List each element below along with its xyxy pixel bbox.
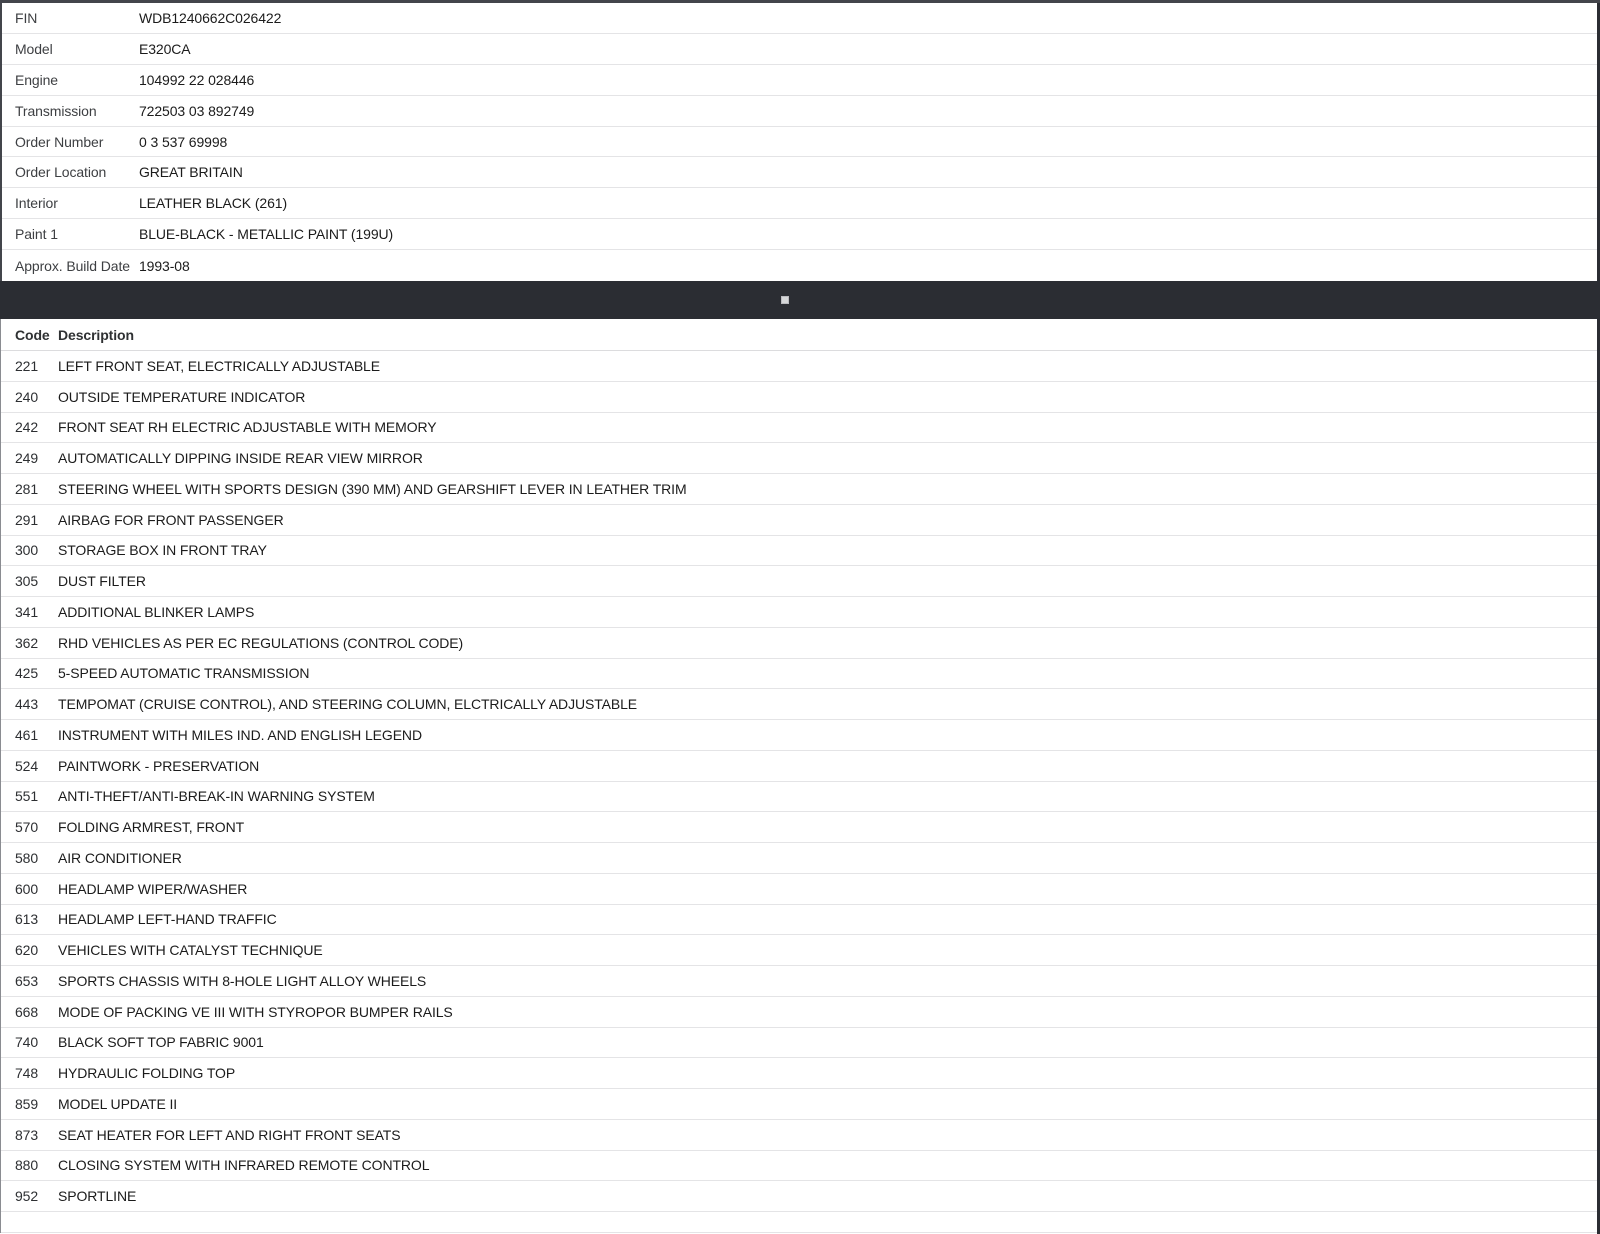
option-description: STEERING WHEEL WITH SPORTS DESIGN (390 MM) AND GEARSHIFT LEVER IN LEATHER TRIM: [58, 480, 687, 497]
option-code-row: [1, 751, 1600, 782]
option-description: STORAGE BOX IN FRONT TRAY: [58, 542, 267, 559]
option-description: PAINTWORK - PRESERVATION: [58, 757, 260, 774]
option-description: ANTI-THEFT/ANTI-BREAK-IN WARNING SYSTEM: [58, 788, 375, 805]
option-description: AIR CONDITIONER: [58, 849, 182, 866]
vehicle-info-value: 722503 03 892749: [139, 102, 255, 119]
description-column-header: Description: [58, 326, 134, 343]
option-code-row: [1, 1089, 1600, 1120]
vehicle-info-row: [2, 188, 1600, 219]
option-code-row: [1, 597, 1600, 628]
option-description: AIRBAG FOR FRONT PASSENGER: [58, 511, 284, 528]
option-code: 880: [15, 1157, 39, 1174]
option-description: LEFT FRONT SEAT, ELECTRICALLY ADJUSTABLE: [58, 357, 380, 374]
vehicle-info-label: Paint 1: [15, 226, 58, 243]
vehicle-info-row: [2, 127, 1600, 158]
option-code-row: [1, 966, 1600, 997]
option-code: 240: [15, 388, 39, 405]
option-codes-header-row: [1, 319, 1600, 351]
option-description: RHD VEHICLES AS PER EC REGULATIONS (CONTROL CODE): [58, 634, 464, 651]
option-code-row: [1, 843, 1600, 874]
option-code: 600: [15, 880, 39, 897]
option-description: HYDRAULIC FOLDING TOP: [58, 1065, 236, 1082]
option-code-row: [1, 874, 1600, 905]
option-code: 242: [15, 419, 39, 436]
vehicle-info-row: [2, 34, 1600, 65]
option-code: 740: [15, 1034, 39, 1051]
option-description: SPORTS CHASSIS WITH 8-HOLE LIGHT ALLOY WHEELS: [58, 972, 427, 989]
vehicle-info-row: [2, 3, 1600, 34]
vehicle-info-table: [0, 3, 1600, 281]
option-code: 305: [15, 573, 39, 590]
option-description: SEAT HEATER FOR LEFT AND RIGHT FRONT SEATS: [58, 1126, 401, 1143]
vehicle-info-value: BLUE-BLACK - METALLIC PAINT (199U): [139, 226, 394, 243]
option-code-row: [1, 689, 1600, 720]
option-description: AUTOMATICALLY DIPPING INSIDE REAR VIEW MIRROR: [58, 450, 423, 467]
option-code-row: [1, 935, 1600, 966]
option-code-row: [1, 443, 1600, 474]
option-code-row: [1, 536, 1600, 567]
option-description: CLOSING SYSTEM WITH INFRARED REMOTE CONTROL: [58, 1157, 430, 1174]
option-description: ADDITIONAL BLINKER LAMPS: [58, 603, 255, 620]
vehicle-info-label: FIN: [15, 9, 38, 26]
option-code-row: [1, 659, 1600, 690]
option-code: 668: [15, 1003, 39, 1020]
vehicle-info-label: Order Number: [15, 133, 104, 150]
option-code: 653: [15, 972, 39, 989]
vehicle-info-value: WDB1240662C026422: [139, 9, 282, 26]
vehicle-info-row: [2, 96, 1600, 127]
option-description: VEHICLES WITH CATALYST TECHNIQUE: [58, 942, 323, 959]
option-code: 291: [15, 511, 39, 528]
vehicle-info-label: Engine: [15, 71, 58, 88]
option-code-row: [1, 505, 1600, 536]
option-code-row: [1, 905, 1600, 936]
option-code-row: [1, 782, 1600, 813]
option-code: 221: [15, 357, 39, 374]
option-description: OUTSIDE TEMPERATURE INDICATOR: [58, 388, 306, 405]
vehicle-info-row: [2, 250, 1600, 281]
vehicle-info-label: Interior: [15, 195, 58, 212]
vehicle-info-value: 0 3 537 69998: [139, 133, 228, 150]
options-header-bar: [0, 281, 1600, 319]
option-description: MODE OF PACKING VE III WITH STYROPOR BUMPER RAILS: [58, 1003, 453, 1020]
option-code: 443: [15, 696, 39, 713]
option-code: 859: [15, 1095, 39, 1112]
option-description: INSTRUMENT WITH MILES IND. AND ENGLISH LEGEND: [58, 726, 422, 743]
option-code-row: [1, 1151, 1600, 1182]
option-code-row: [1, 1120, 1600, 1151]
option-code: 341: [15, 603, 39, 620]
option-code: 873: [15, 1126, 39, 1143]
option-code: 952: [15, 1188, 39, 1205]
option-description: FRONT SEAT RH ELECTRIC ADJUSTABLE WITH MEMORY: [58, 419, 437, 436]
option-code-row: [1, 413, 1600, 444]
option-code: 300: [15, 542, 39, 559]
option-description: HEADLAMP WIPER/WASHER: [58, 880, 248, 897]
option-code-row: [1, 382, 1600, 413]
vehicle-info-label: Model: [15, 40, 53, 57]
vehicle-info-row: [2, 157, 1600, 188]
option-code-row: [1, 812, 1600, 843]
option-description: HEADLAMP LEFT-HAND TRAFFIC: [58, 911, 277, 928]
option-code: 249: [15, 450, 39, 467]
option-description: SPORTLINE: [58, 1188, 137, 1205]
broken-image-icon: [781, 296, 789, 304]
vehicle-info-value: 1993-08: [139, 257, 190, 274]
option-code: 613: [15, 911, 39, 928]
option-code: 461: [15, 726, 39, 743]
option-code: 362: [15, 634, 39, 651]
option-code-row: [1, 1058, 1600, 1089]
option-code-row: [1, 351, 1600, 382]
vehicle-info-value: 104992 22 028446: [139, 71, 255, 88]
vehicle-info-label: Order Location: [15, 164, 107, 181]
vehicle-info-value: LEATHER BLACK (261): [139, 195, 288, 212]
option-code-row: [1, 997, 1600, 1028]
option-code-row: [1, 628, 1600, 659]
option-codes-rows: [1, 351, 1600, 1212]
option-description: DUST FILTER: [58, 573, 146, 590]
option-description: FOLDING ARMREST, FRONT: [58, 819, 245, 836]
option-code: 425: [15, 665, 39, 682]
option-description: 5-SPEED AUTOMATIC TRANSMISSION: [58, 665, 310, 682]
option-code-row: [1, 474, 1600, 505]
option-code: 551: [15, 788, 39, 805]
option-code: 524: [15, 757, 39, 774]
vehicle-info-label: Approx. Build Date: [15, 257, 130, 274]
option-codes-table: [0, 319, 1600, 1233]
option-code-row: [1, 566, 1600, 597]
option-description: TEMPOMAT (CRUISE CONTROL), AND STEERING COLUMN, ELCTRICALLY ADJUSTABLE: [58, 696, 638, 713]
vehicle-info-value: GREAT BRITAIN: [139, 164, 243, 181]
option-code-row: [1, 1181, 1600, 1212]
option-code: 580: [15, 849, 39, 866]
option-code-row: [1, 720, 1600, 751]
vehicle-info-row: [2, 65, 1600, 96]
option-code-row: [1, 1028, 1600, 1059]
option-description: MODEL UPDATE II: [58, 1095, 178, 1112]
option-code: 281: [15, 480, 39, 497]
option-code: 570: [15, 819, 39, 836]
option-code: 620: [15, 942, 39, 959]
vehicle-info-row: [2, 219, 1600, 250]
vehicle-info-label: Transmission: [15, 102, 97, 119]
vehicle-info-value: E320CA: [139, 40, 191, 57]
option-code: 748: [15, 1065, 39, 1082]
code-column-header: Code: [15, 326, 50, 343]
trailing-empty-row: [1, 1212, 1600, 1233]
option-description: BLACK SOFT TOP FABRIC 9001: [58, 1034, 264, 1051]
